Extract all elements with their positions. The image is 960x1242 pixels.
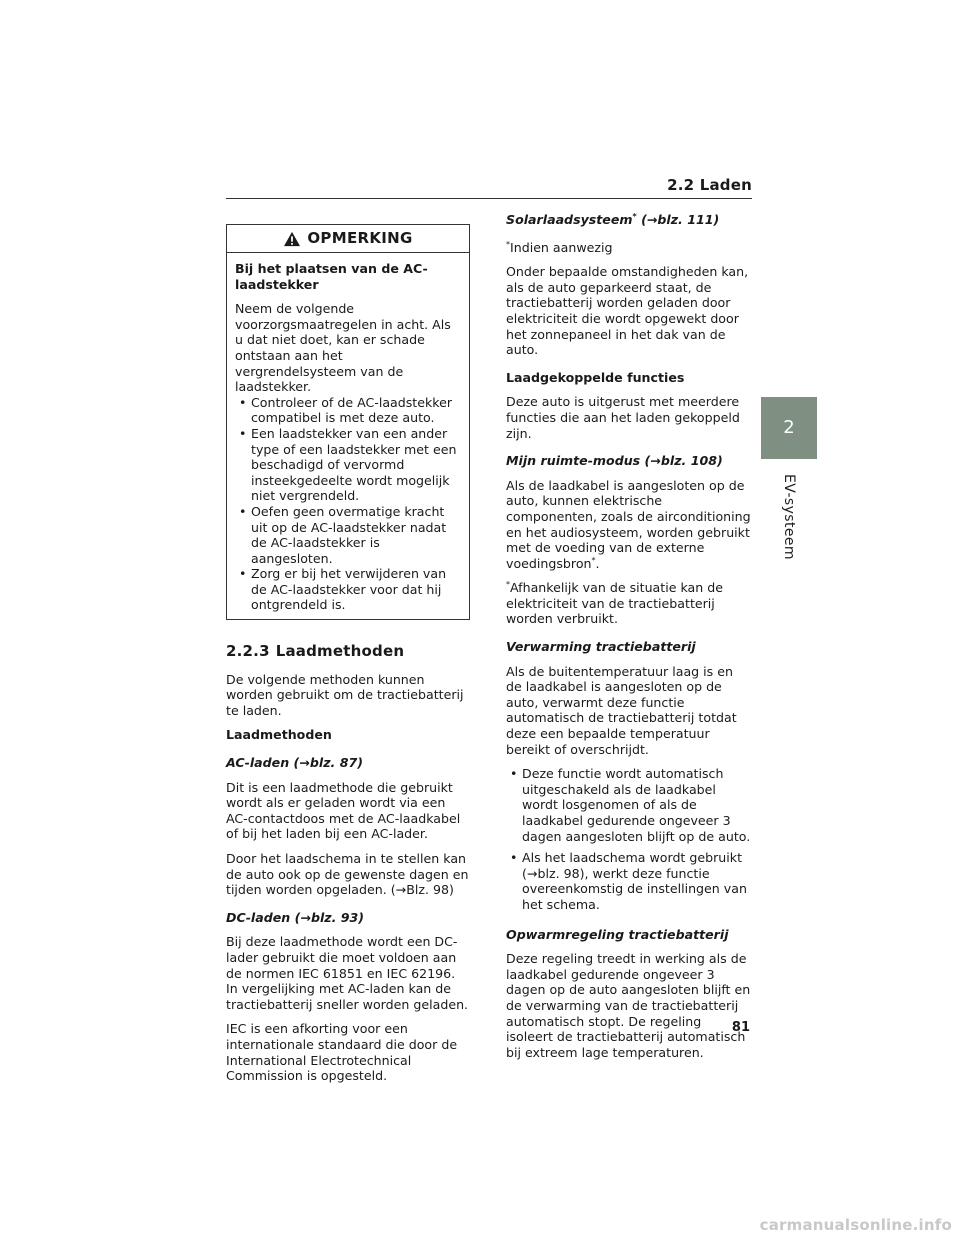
notice-header [227,225,469,253]
list-item: • Als het laadschema wordt gebruikt (→blz. 98), werkt deze functie overeenkomstig de instellingen van het schema. [506,850,752,912]
watermark: carmanualsonline.info [759,1216,952,1234]
warmup-heading: Opwarmregeling tractiebatterij [506,926,729,942]
asterisk: * [591,555,596,565]
left-column [226,212,470,1093]
list-item: • Oefen geen overmatige kracht uit op de AC-laadstekker nadat de AC-laadstekker is aangesloten. [235,504,461,566]
list-item: • Een laadstekker van een ander type of een laadstekker met een beschadigd of vervormd insteekgedeelte wordt mogelijk niet vergrendeld. [235,426,461,504]
asterisk: * [506,580,510,590]
notice-subtitle: Bij het plaatsen van de AC-laadstekker [235,261,428,292]
notice-bullets [235,395,461,613]
heating-paragraph: Als de buitentemperatuur laag is en de laadkabel is aangesloten op de auto, verwarmt deze functie automatisch de tractiebatterij totdat deze een bepaalde temperatuur bereikt of overschrijdt. [506,663,737,757]
footnote-2 [506,580,752,627]
notice-box [226,224,470,620]
ac-heading: AC-laden (→blz. 87) [226,755,363,771]
heating-bullets [506,766,752,912]
solar-title: Solarlaadsysteem [506,212,633,227]
asterisk: * [632,211,637,221]
linked-heading: Laadgekoppelde functies [506,369,685,385]
dc-paragraph-2: IEC is een afkorting voor een internationale standaard die door de International Electrotechnical Commission is opgesteld. [226,1021,458,1084]
ac-paragraph-1: Dit is een laadmethode die gebruikt wordt als er geladen wordt via een AC-contactdoos met de AC-laadkabel of bij het laden bij een AC-lader. [226,779,461,842]
notice-heading: OPMERKING [307,229,413,248]
dc-heading: DC-laden (→blz. 93) [226,909,365,925]
myroom-paragraph [506,478,752,572]
notice-intro: Neem de volgende voorzorgsmaatregelen in acht. Als u dat niet doet, kan er schade ontstaan aan het vergrendelsysteem van de laadstekker. [235,301,451,395]
heating-heading: Verwarming tractiebatterij [506,639,696,655]
list-item: • Controleer of de AC-laadstekker compatibel is met deze auto. [235,395,461,426]
footnote-1 [506,240,752,256]
right-column [506,212,752,1069]
warning-icon [283,231,301,247]
list-item: • Deze functie wordt automatisch uitgeschakeld als de laadkabel wordt losgenomen of als de laadkabel gedurende ongeveer 3 dagen aangesloten blijft op de auto. [506,766,752,844]
myroom-end: . [595,555,600,571]
chapter-tab-label-text: EV-systeem [781,474,797,560]
solar-paragraph: Onder bepaalde omstandigheden kan, als de auto geparkeerd staat, de tractiebatterij worden geladen door elektriciteit die wordt opgewekt door het zonnepaneel in het dak van de auto. [506,264,749,358]
linked-paragraph: Deze auto is uitgerust met meerdere functies die aan het laden gekoppeld zijn. [506,394,740,441]
warmup-paragraph: Deze regeling treedt in werking als de laadkabel gedurende ongeveer 3 dagen op de auto aangesloten blijft en de verwarming van de tractiebatterij automatisch stopt. De regeling isoleert de tractiebatterij automatisch bij extreem lage temperaturen. [506,951,751,1060]
chapter-tab-label [761,459,817,579]
page-number: 81 [731,1020,750,1035]
subheading-laadmethoden: Laadmethoden [226,727,332,743]
list-item: • Zorg er bij het verwijderen van de AC-laadstekker voor dat hij ontgrendeld is. [235,566,461,613]
chapter-title: 2.2 Laden [667,176,752,194]
footnote-1-text: Indien aanwezig [510,239,613,255]
solar-heading [506,212,752,228]
section-number: 2.2.3 [226,642,270,661]
solar-ref: (→blz. 111) [636,212,720,227]
myroom-text: Als de laadkabel is aangesloten op de auto, kunnen elektrische componenten, zoals de airconditioning en het audiosysteem, worden gebruikt met de voeding van de externe voedingsbron [506,477,751,571]
asterisk: * [506,239,510,249]
dc-paragraph-1: Bij deze laadmethode wordt een DC-lader gebruikt die moet voldoen aan de normen IEC 61851 en IEC 62196. In vergelijking met AC-laden kan de tractiebatterij sneller worden geladen. [226,934,469,1012]
section-intro: De volgende methoden kunnen worden gebruikt om de tractiebatterij te laden. [226,671,464,718]
page-header [226,176,752,199]
section-title: Laadmethoden [275,642,405,661]
chapter-tab-number: 2 [761,397,817,459]
section-heading [226,644,470,660]
ac-paragraph-2: Door het laadschema in te stellen kan de auto ook op de gewenste dagen en tijden worden opgeladen. (→Blz. 98) [226,851,469,898]
myroom-heading: Mijn ruimte-modus (→blz. 108) [506,453,723,469]
footnote-2-text: Afhankelijk van de situatie kan de elektriciteit van de tractiebatterij worden verbruikt. [506,580,723,627]
